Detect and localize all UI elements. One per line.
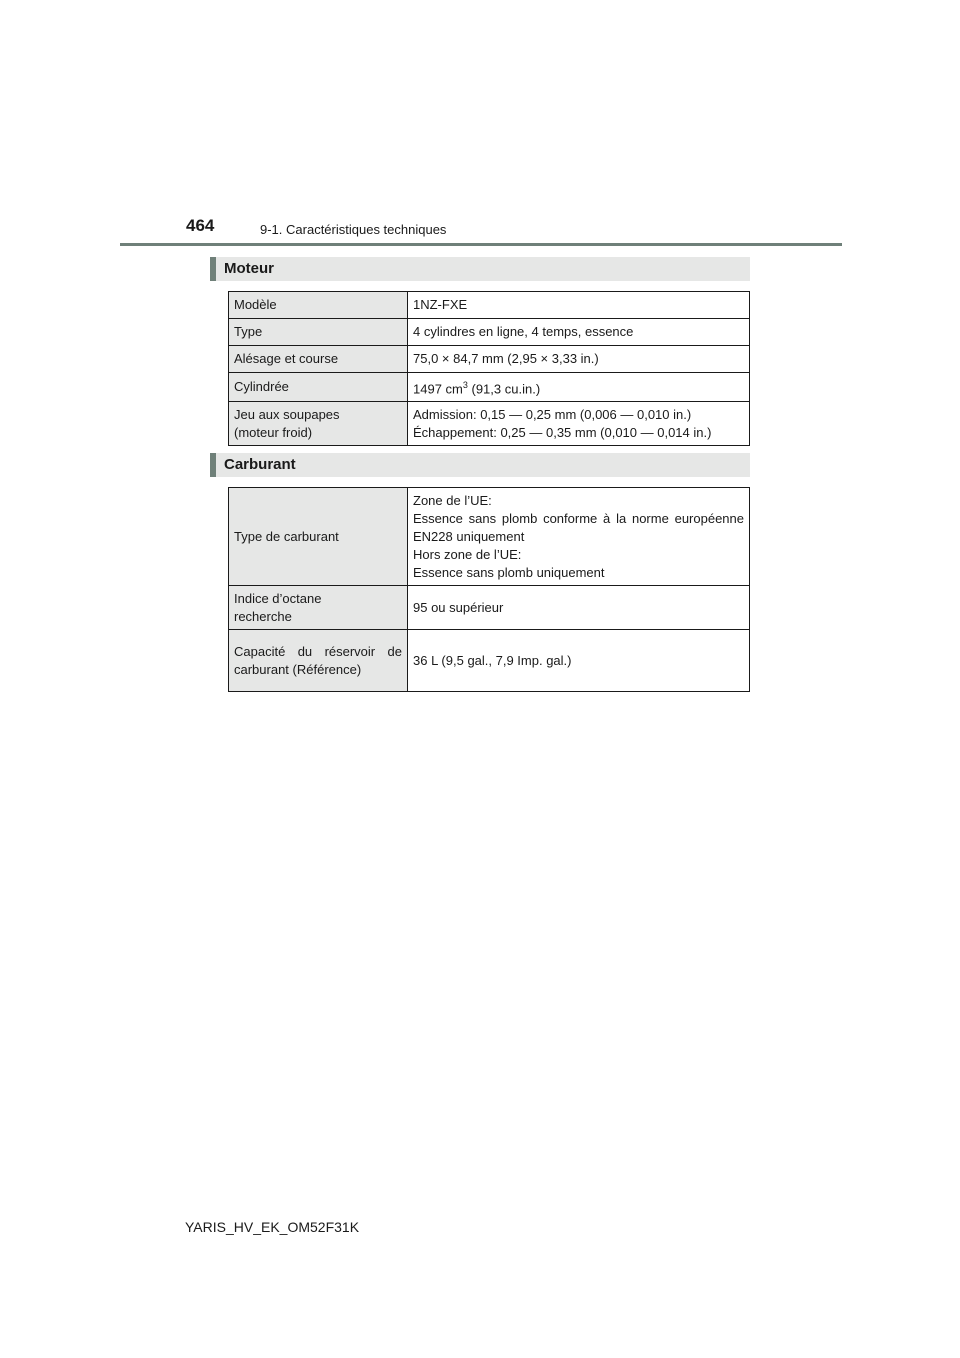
header-rule [120,243,842,246]
row-key: Cylindrée [229,373,408,402]
value-line: Admission: 0,15 — 0,25 mm (0,006 — 0,010 in.) [413,406,692,422]
row-value: 4 cylindres en ligne, 4 temps, essence [408,319,750,346]
displacement-exponent: 3 [462,380,468,390]
table-row [229,292,750,319]
table-moteur [228,291,750,446]
row-value [408,488,750,586]
value-line: Échappement: 0,25 — 0,35 mm (0,010 — 0,014 in.) [413,424,712,440]
row-value [408,373,750,402]
table-carburant [228,487,750,692]
row-value: 95 ou supérieur [408,586,750,630]
table-row [229,402,750,446]
section-title-moteur: Moteur [210,257,750,281]
page-number: 464 [186,216,215,235]
row-key: Type [229,319,408,346]
row-key: Type de carburant [229,488,408,586]
value-line: Essence sans plomb conforme à la norme européenne EN228 uniquement [413,510,744,544]
row-value: 36 L (9,5 gal., 7,9 Imp. gal.) [408,630,750,692]
row-key: Alésage et course [229,346,408,373]
displacement-value: 1497 cm [413,381,463,397]
table-row [229,586,750,630]
row-value: 75,0 × 84,7 mm (2,95 × 3,33 in.) [408,346,750,373]
footer-doc-code: YARIS_HV_EK_OM52F31K [185,1219,360,1235]
row-key [229,586,408,630]
section-title-carburant: Carburant [210,453,750,477]
table-row [229,488,750,586]
row-value: 1NZ-FXE [408,292,750,319]
section-header: 9-1. Caractéristiques techniques [260,222,447,237]
key-line: recherche [234,608,292,624]
value-line: Hors zone de l’UE: [413,546,522,562]
row-key: Capacité du réservoir de carburant (Référence) [229,630,408,692]
value-line: Zone de l’UE: [413,492,492,508]
table-row [229,630,750,692]
key-line: (moteur froid) [234,424,313,440]
row-value [408,402,750,446]
row-key: Modèle [229,292,408,319]
displacement-imperial: (91,3 cu.in.) [467,381,541,397]
table-row [229,346,750,373]
row-key [229,402,408,446]
value-line: Essence sans plomb uniquement [413,564,605,580]
table-row [229,373,750,402]
table-row [229,319,750,346]
key-line: Jeu aux soupapes [234,406,340,422]
key-line: Indice d’octane [234,590,322,606]
